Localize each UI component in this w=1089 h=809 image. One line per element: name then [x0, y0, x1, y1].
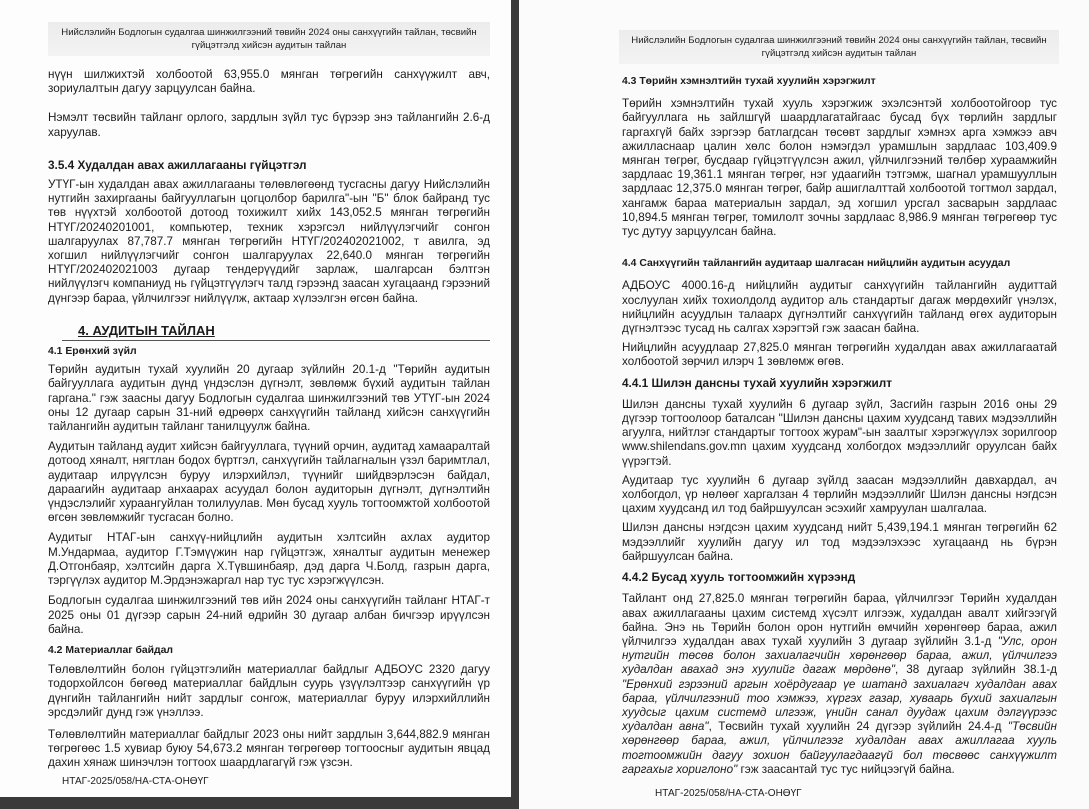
paragraph: Шилэн дансны нэгдсэн цахим хуудсанд нийт 5,439,194.1 мянган төгрөгийн 62 мэдээллийг хуулийн дагуу ил тод мэдээлэхээс хугацаанд нь бүрэн байршуулсан байна.: [622, 521, 1057, 563]
paragraph: Төрийн аудитын тухай хуулийн 20 дугаар зүйлийн 20.1-д "Төрийн аудитын байгууллага аудитын дүнд үндэслэн дүгнэлт, зөвлөмж бүхий аудитын тайлан гаргана." гэж заасны дагуу Бодлогын судалгаа шинжилгээний төв УТҮГ-ын 2024 оны 12 дугаар сарын 31-ний өдрөөрх санхүүгийн тайланд хийсэн санхүүгийн тайлангийн аудитын тайланг танилцуулж байна.: [48, 363, 490, 434]
section-heading-4-4: 4.4 Санхүүгийн тайлангийн аудитаар шалгасан нийцлийн аудитын асуудал: [622, 258, 1011, 270]
text-run: , 38 дугаар зүйлийн 38.1-д: [894, 663, 1057, 677]
section-heading-4-3: 4.3 Төрийн хэмнэлтийн тухай хуулийн хэрэгжилт: [622, 76, 876, 87]
text-run: гэж заасантай тус тус нийцээгүй байна.: [737, 762, 955, 776]
section-heading-4-4-2: 4.4.2 Бусад хууль тогтоомжийн хүрээнд: [622, 570, 856, 585]
paragraph: Нэмэлт төсвийн тайланг орлого, зардлын зүйл тус бүрээр энэ тайлангийн 2.6-д харуулав.: [48, 111, 490, 139]
paragraph: Төрийн хэмнэлтийн тухай хууль хэрэгжиж эхэлсэнтэй холбоотойгоор тус байгууллага нь зайлшгүй шаардлагатайгаас бусад бүх төрлийн зардлыг гаргахгүй байх зэргээр батлагдсан төсөвт зардлыг хэмнэх арга хэмжээ авч ажилласнаар цалин хөлс болон нэмэгдэл урамшлын зардлаас 103,409.9 мянган төгрөг, бусдаар гүйцэтгүүлсэн ажил, үйлчилгээний төлбөр хураамжийн зардлаас 19,361.1 мянган төгрөг, нэг удаагийн тэтгэмж, шагнал урамшууллын зардлаас 12,375.0 мянган төгрөг, байр ашиглалттай холбоотой тогтмол зардал, хангамж бараа материалын зардал, эд хогшил урсгал засварын зардлаас 10,894.5 мянган төгрөг, томилолт зочны зардлаас 8,986.9 мянган төгрөгөөр тус тус дутуу зарцуулсан байна.: [622, 97, 1057, 239]
right-page: [519, 0, 1089, 809]
section-heading-3-5-4: 3.5.4 Худалдан авах ажиллагааны гүйцэтгэл: [48, 157, 307, 172]
paragraph: АДБОУС 4000.16-д нийцлийн аудитыг санхүүгийн тайлангийн аудиттай хослуулан хийх тохиолдолд аудитор аль стандартыг дагаж мөрдөхийг үнэлэх, нийцлийн асуудлын талаарх дүгнэлтийг санхүүгийн тайланд өгөх аудиторын дүгнэлтээс тусад нь салгах хэрэгтэй гэж заасан байна.: [622, 279, 1057, 336]
page-header: Нийслэлийн Бодлогын судалгаа шинжилгээний төвийн 2024 оны санхүүгийн тайлан, төсвийн гүйцэтгэлд хийсэн аудитын тайлан: [619, 30, 1059, 64]
paragraph: Аудитаар тус хуулийн 6 дугаар зүйлд заасан мэдээллийн давхардал, ач холбогдол, үр нөлөөг харгалзан 4 төрлийн мэдээллийг Шилэн дансны нэгдсэн цахим хуудсанд ил тод байршуулсан эсэхийг хамруулан шалгалаа.: [622, 473, 1057, 516]
left-page: [0, 0, 511, 797]
page-footer: НТАГ-2025/058/НА-СТА-ОНӨҮГ: [655, 787, 802, 799]
section-heading-4-2: 4.2 Материаллаг байдал: [48, 644, 174, 656]
paragraph: Нийцлийн асуудлаар 27,825.0 мянган төгрөгийн худалдан авах ажиллагаатай холбоотой зөрчил илэрч 1 зөвлөмж өгөв.: [622, 341, 1057, 369]
paragraph: Бодлогын судалгаа шинжилгээний төв ийн 2024 оны санхүүгийн тайланг НТАГ-т 2025 оны 01 дүгээр сарын 24-ний өдрийн 30 дугаар албан бичгээр ирүүлсэн байна.: [48, 594, 490, 636]
paragraph: [622, 592, 1057, 777]
paragraph: Төлөвлөлтийн болон гүйцэтгэлийн материаллаг байдлыг АДБОУС 2320 дагуу тодорхойлсон бөгөөд материаллаг байдлын суурь үзүүлэлтээр санхүүгийн үр дүнгийн тайлангийн нийт зардлыг сонгож, материаллаг буруу илэрхийллийн эрсдэлийг дунд гэж үнэллээ.: [48, 663, 490, 719]
paragraph: нүүн шилжихтэй холбоотой 63,955.0 мянган төгрөгийн санхүүжилт авч, зориулалтын дагуу зарцуулсан байна.: [48, 68, 490, 96]
quoted-law-text: "Ерөнхий гэрээний аргын хоёрдугаар үе шатанд захиалагч худалдан авах бараа, үйлчилгээний тоо хэмжээ, хүргэх газар, хуваарь бүхий захиалгын хуудсыг цахим системд илгээж, үнийн санал дуудаж цахим дэлгүүрээс худалдан авна": [622, 677, 1057, 734]
chapter-heading-4: 4. АУДИТЫН ТАЙЛАН: [62, 324, 490, 341]
text-run: , Төсвийн тухай хуулийн 24 дүгээр зүйлийн 24.4-д: [708, 720, 1008, 734]
text-run: Тайлант онд 27,825.0 мянган төгрөгийн бараа, үйлчилгээг Төрийн худалдан авах ажиллагааны цахим системд хүсэлт илгээж, худалдан авалт хийгээгүй байна. Энэ нь Төрийн болон орон нутгийн өмчийн хөрөнгөөр бараа, ажил үйлчилгээ худалдан авах тухай хуулийн 3 дугаар зүйлийн 3.1-д: [622, 592, 1057, 648]
quoted-law-text: "Улс, орон нутгийн төсөв болон захиалагчийн хөрөнгөөр бараа, ажил, үйлчилгээ худалдан авахад энэ хуулийг дагаж мөрдөнө": [622, 634, 1057, 677]
paragraph: Төлөвлөлтийн материаллаг байдлыг 2023 оны нийт зардлын 3,644,882.9 мянган төгрөгөөс 1.5 хувиар буюу 54,673.2 мянган төгрөгөөр тогтоосныг аудитын явцад дахин хянаж шинэчлэн тогтоох шаардлагагүй гэж үзсэн.: [48, 727, 490, 770]
section-heading-4-4-1: 4.4.1 Шилэн дансны тухай хуулийн хэрэгжилт: [622, 375, 893, 390]
paragraph: УТҮГ-ын худалдан авах ажиллагааны төлөвлөгөөнд тусгасны дагуу Нийслэлийн нутгийн захиргааны байгууллагын цогцолбор барилга"-ын "Б" блок байранд тус төв нүүхтэй холбоотой дотоод тохижилт хийх 143,052.5 мянган төгрөгийн НТҮГ/20240201001, компьютер, техник хэрэгсэл нийлүүлэгчийг сонгон шалгаруулах 87,787.7 мянган төгрөгийн НТҮГ/202402021002, т авилга, эд хогшил нийлүүлэгчийг сонгон шалгаруулах 22,640.0 мянган төгрөгийн НТҮГ/202402021003 дугаар тендерүүдийг зарлаж, шалгарсан бэлтгэн нийлүүлэгч компаниуд нь гүйцэтгүүлэгч талд гэрээнд заасан хугацаанд гэрээний дүнгээр бараа, үйлчилгээг нийлүүлж, актаар хүлээлгэн өгсөн байна.: [48, 178, 490, 305]
quoted-law-text: "Төсвийн хөрөнгөөр бараа, ажил, үйлчилгээг худалдан авах ажиллагаа хууль тогтоомжийн дагуу зохион байгуулагдаагүй бол төсвөөс санхүүжилт гаргахыг хориглоно": [622, 720, 1057, 776]
paragraph: Шилэн дансны тухай хуулийн 6 дугаар зүйл, Засгийн газрын 2016 оны 29 дүгээр тогтоолоор баталсан "Шилэн дансны цахим хуудсанд тавих мэдээллийн агуулга, нийтлэг стандартыг тогтоох журам"-ын заалтыг хэрэгжүүлэх зорилгоор www.shilendans.gov.mn цахим хуудсанд холбогдох мэдээллийг оруулсан байх үүрэгтэй.: [622, 397, 1057, 468]
page-footer: НТАГ-2025/058/НА-СТА-ОНӨҮГ: [62, 775, 209, 787]
paragraph: Аудитын тайланд аудит хийсэн байгууллага, түүний орчин, аудитад хамааралтай дотоод хяналт, нягтлан бодох бүртгэл, санхүүгийн тайлагналын үзэл баримтлал, аудитаар илрүүлсэн буруу илэрхийлэл, түүнийг шийдвэрлэсэн байдал, дараагийн аудитаар анхаарах асуудал болон аудиторын дүгнэлт, дүгнэлтийн үндэслэлийг хураангуйлан толилуулав. Мөн бусад хууль тогтоомжтой холбоотой өгсөн зөвлөмжийг тусгасан болно.: [48, 440, 490, 525]
paragraph: Аудитыг НТАГ-ын санхүү-нийцлийн аудитын хэлтсийн ахлах аудитор М.Ундармаа, аудитор Г.Тэмүүжин нар гүйцэтгэж, хяналтыг аудитын менежер Д.Отгонбаяр, хэлтсийн дарга Х.Түвшинбаяр, дэд дарга Ч.Болд, газрын дарга, тэргүүлэх аудитор М.Эрдэнэжаргал нар тус тус хэрэгжүүлсэн.: [48, 531, 490, 588]
page-header: Нийслэлийн Бодлогын судалгаа шинжилгээний төвийн 2024 оны санхүүгийн тайлан, төсвийн гүйцэтгэлд хийсэн аудитын тайлан: [48, 22, 490, 56]
section-heading-4-1: 4.1 Ерөнхий зүйл: [48, 346, 137, 358]
